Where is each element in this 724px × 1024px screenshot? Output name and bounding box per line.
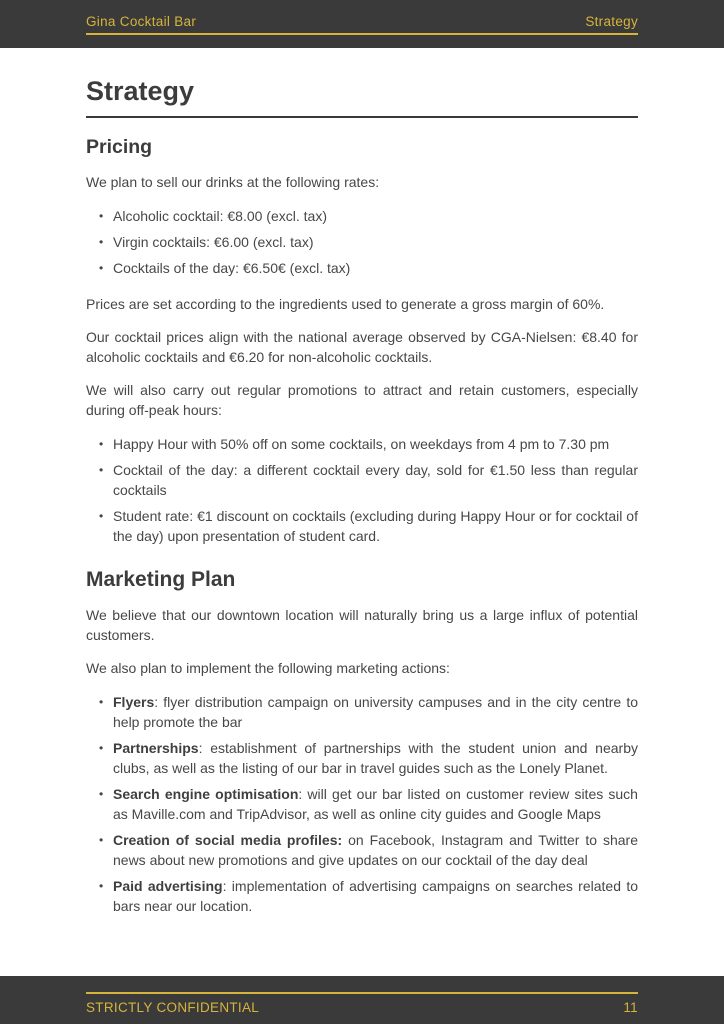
marketing-actions-list: [86, 692, 638, 916]
action-term: Creation of social media profiles:: [113, 832, 343, 849]
section-pricing: [86, 136, 638, 546]
header-rule: [86, 0, 638, 35]
page-content: [86, 48, 638, 916]
list-item: • Alcoholic cocktail: €8.00 (excl. tax): [86, 206, 638, 226]
action-description: : establishment of partnerships with the student union and nearby clubs, as well as the listing of our bar in travel guides such as the Lonely Planet.: [113, 740, 638, 777]
action-term: Flyers: [113, 694, 155, 711]
pricing-heading: Pricing: [86, 136, 153, 159]
header-section-title: Strategy: [585, 14, 638, 29]
page-footer: [0, 976, 724, 1024]
confidentiality-label: STRICTLY CONFIDENTIAL: [86, 1000, 260, 1015]
list-item: • Cocktails of the day: €6.50€ (excl. tax): [86, 258, 638, 278]
promotions-intro-paragraph: We will also carry out regular promotions to attract and retain customers, especially during off-peak hours:: [86, 382, 638, 419]
action-term: Partnerships: [113, 740, 199, 757]
pricing-intro-paragraph: We plan to sell our drinks at the following rates:: [86, 174, 380, 191]
promotions-list: [86, 434, 638, 546]
list-item: • Happy Hour with 50% off on some cocktails, on weekdays from 4 pm to 7.30 pm: [86, 434, 638, 454]
page-header: [0, 0, 724, 48]
marketing-plan-heading: Marketing Plan: [86, 568, 236, 592]
action-description: : will get our bar listed on customer review sites such as Maville.com and TripAdvisor, as well as online city guides and Google Maps: [113, 786, 638, 823]
national-average-paragraph: Our cocktail prices align with the national average observed by CGA-Nielsen: €8.40 for alcoholic cocktails and €6.20 for non-alcoholic cocktails.: [86, 329, 638, 366]
rates-list: [86, 206, 638, 278]
location-paragraph: We believe that our downtown location will naturally bring us a large influx of potential customers.: [86, 607, 638, 644]
gross-margin-paragraph: Prices are set according to the ingredients used to generate a gross margin of 60%.: [86, 296, 605, 313]
action-description: : flyer distribution campaign on university campuses and in the city centre to help promote the bar: [113, 694, 638, 731]
list-item: [86, 876, 638, 916]
list-item: • Cocktail of the day: a different cocktail every day, sold for €1.50 less than regular cocktails: [86, 460, 638, 500]
list-item: • Virgin cocktails: €6.00 (excl. tax): [86, 232, 638, 252]
list-item: [86, 692, 638, 732]
footer-rule: [86, 992, 638, 1015]
marketing-actions-intro-paragraph: We also plan to implement the following marketing actions:: [86, 660, 450, 677]
list-item: [86, 830, 638, 870]
section-marketing-plan: [86, 568, 638, 916]
action-term: Search engine optimisation: [113, 786, 299, 803]
list-item: [86, 784, 638, 824]
header-document-title: Gina Cocktail Bar: [86, 14, 197, 29]
action-description: : implementation of advertising campaigns on searches related to bars near our location.: [113, 878, 638, 915]
list-item: • Student rate: €1 discount on cocktails (excluding during Happy Hour or for cocktail of the day) upon presentation of student card.: [86, 506, 638, 546]
list-item: [86, 738, 638, 778]
action-description: on Facebook, Instagram and Twitter to share news about new promotions and give updates on our cocktail of the day deal: [113, 832, 639, 869]
page-title: Strategy: [86, 76, 638, 118]
action-term: Paid advertising: [113, 878, 223, 895]
page-number: 11: [623, 1000, 638, 1015]
